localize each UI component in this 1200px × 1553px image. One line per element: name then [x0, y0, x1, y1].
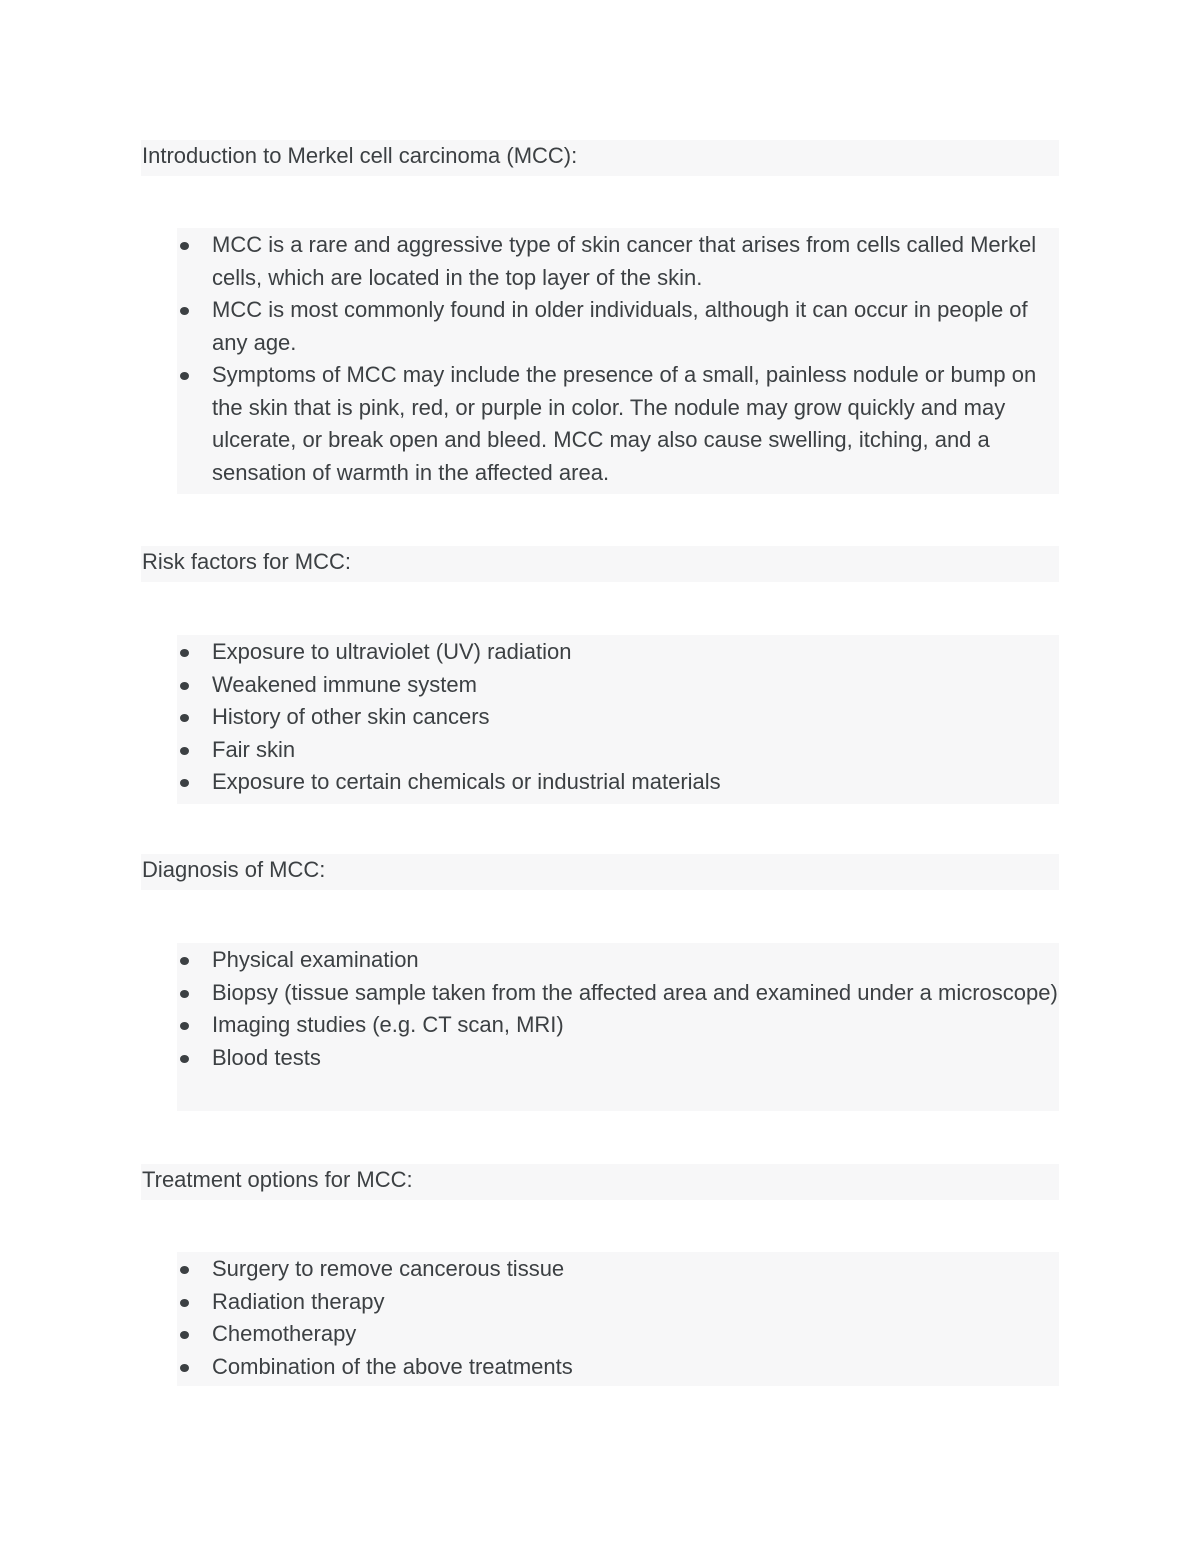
bullet-icon — [180, 747, 189, 755]
list-item: MCC is a rare and aggressive type of skin cancer that arises from cells called Merkel cells, which are located in the top layer of the skin. — [177, 229, 1059, 294]
bullet-icon — [180, 1022, 189, 1030]
bullet-icon — [180, 1364, 189, 1372]
bullet-list-diagnosis — [177, 943, 1059, 1111]
list-item: Biopsy (tissue sample taken from the affected area and examined under a microscope) — [177, 977, 1059, 1010]
list-item: MCC is most commonly found in older individuals, although it can occur in people of any age. — [177, 294, 1059, 359]
list-item: History of other skin cancers — [177, 701, 1059, 734]
section-heading-introduction: Introduction to Merkel cell carcinoma (MCC): — [141, 140, 1059, 176]
bullet-icon — [180, 682, 189, 690]
bullet-icon — [180, 372, 189, 380]
bullet-list-treatment — [177, 1252, 1059, 1386]
bullet-icon — [180, 242, 189, 250]
bullet-icon — [180, 1266, 189, 1274]
list-item: Physical examination — [177, 944, 1059, 977]
list-item: Chemotherapy — [177, 1318, 1059, 1351]
list-item: Surgery to remove cancerous tissue — [177, 1253, 1059, 1286]
list-item: Weakened immune system — [177, 669, 1059, 702]
bullet-icon — [180, 957, 189, 965]
section-heading-diagnosis: Diagnosis of MCC: — [141, 854, 1059, 890]
bullet-icon — [180, 307, 189, 315]
list-item: Fair skin — [177, 734, 1059, 767]
list-item: Radiation therapy — [177, 1286, 1059, 1319]
list-item: Combination of the above treatments — [177, 1351, 1059, 1384]
bullet-icon — [180, 1055, 189, 1063]
bullet-list-risk-factors — [177, 635, 1059, 804]
bullet-icon — [180, 714, 189, 722]
bullet-list-introduction — [177, 228, 1059, 494]
list-item: Exposure to ultraviolet (UV) radiation — [177, 636, 1059, 669]
section-heading-risk-factors: Risk factors for MCC: — [141, 546, 1059, 582]
list-item: Exposure to certain chemicals or industrial materials — [177, 766, 1059, 799]
section-heading-treatment: Treatment options for MCC: — [141, 1164, 1059, 1200]
bullet-icon — [180, 1299, 189, 1307]
bullet-icon — [180, 1331, 189, 1339]
bullet-icon — [180, 649, 189, 657]
list-item: Blood tests — [177, 1042, 1059, 1075]
list-item: Imaging studies (e.g. CT scan, MRI) — [177, 1009, 1059, 1042]
bullet-icon — [180, 779, 189, 787]
list-item: Symptoms of MCC may include the presence of a small, painless nodule or bump on the skin that is pink, red, or purple in color. The nodule may grow quickly and may ulcerate, or break open and bleed. MCC may also cause swelling, itching, and a sensation of warmth in the affected area. — [177, 359, 1059, 489]
bullet-icon — [180, 990, 189, 998]
